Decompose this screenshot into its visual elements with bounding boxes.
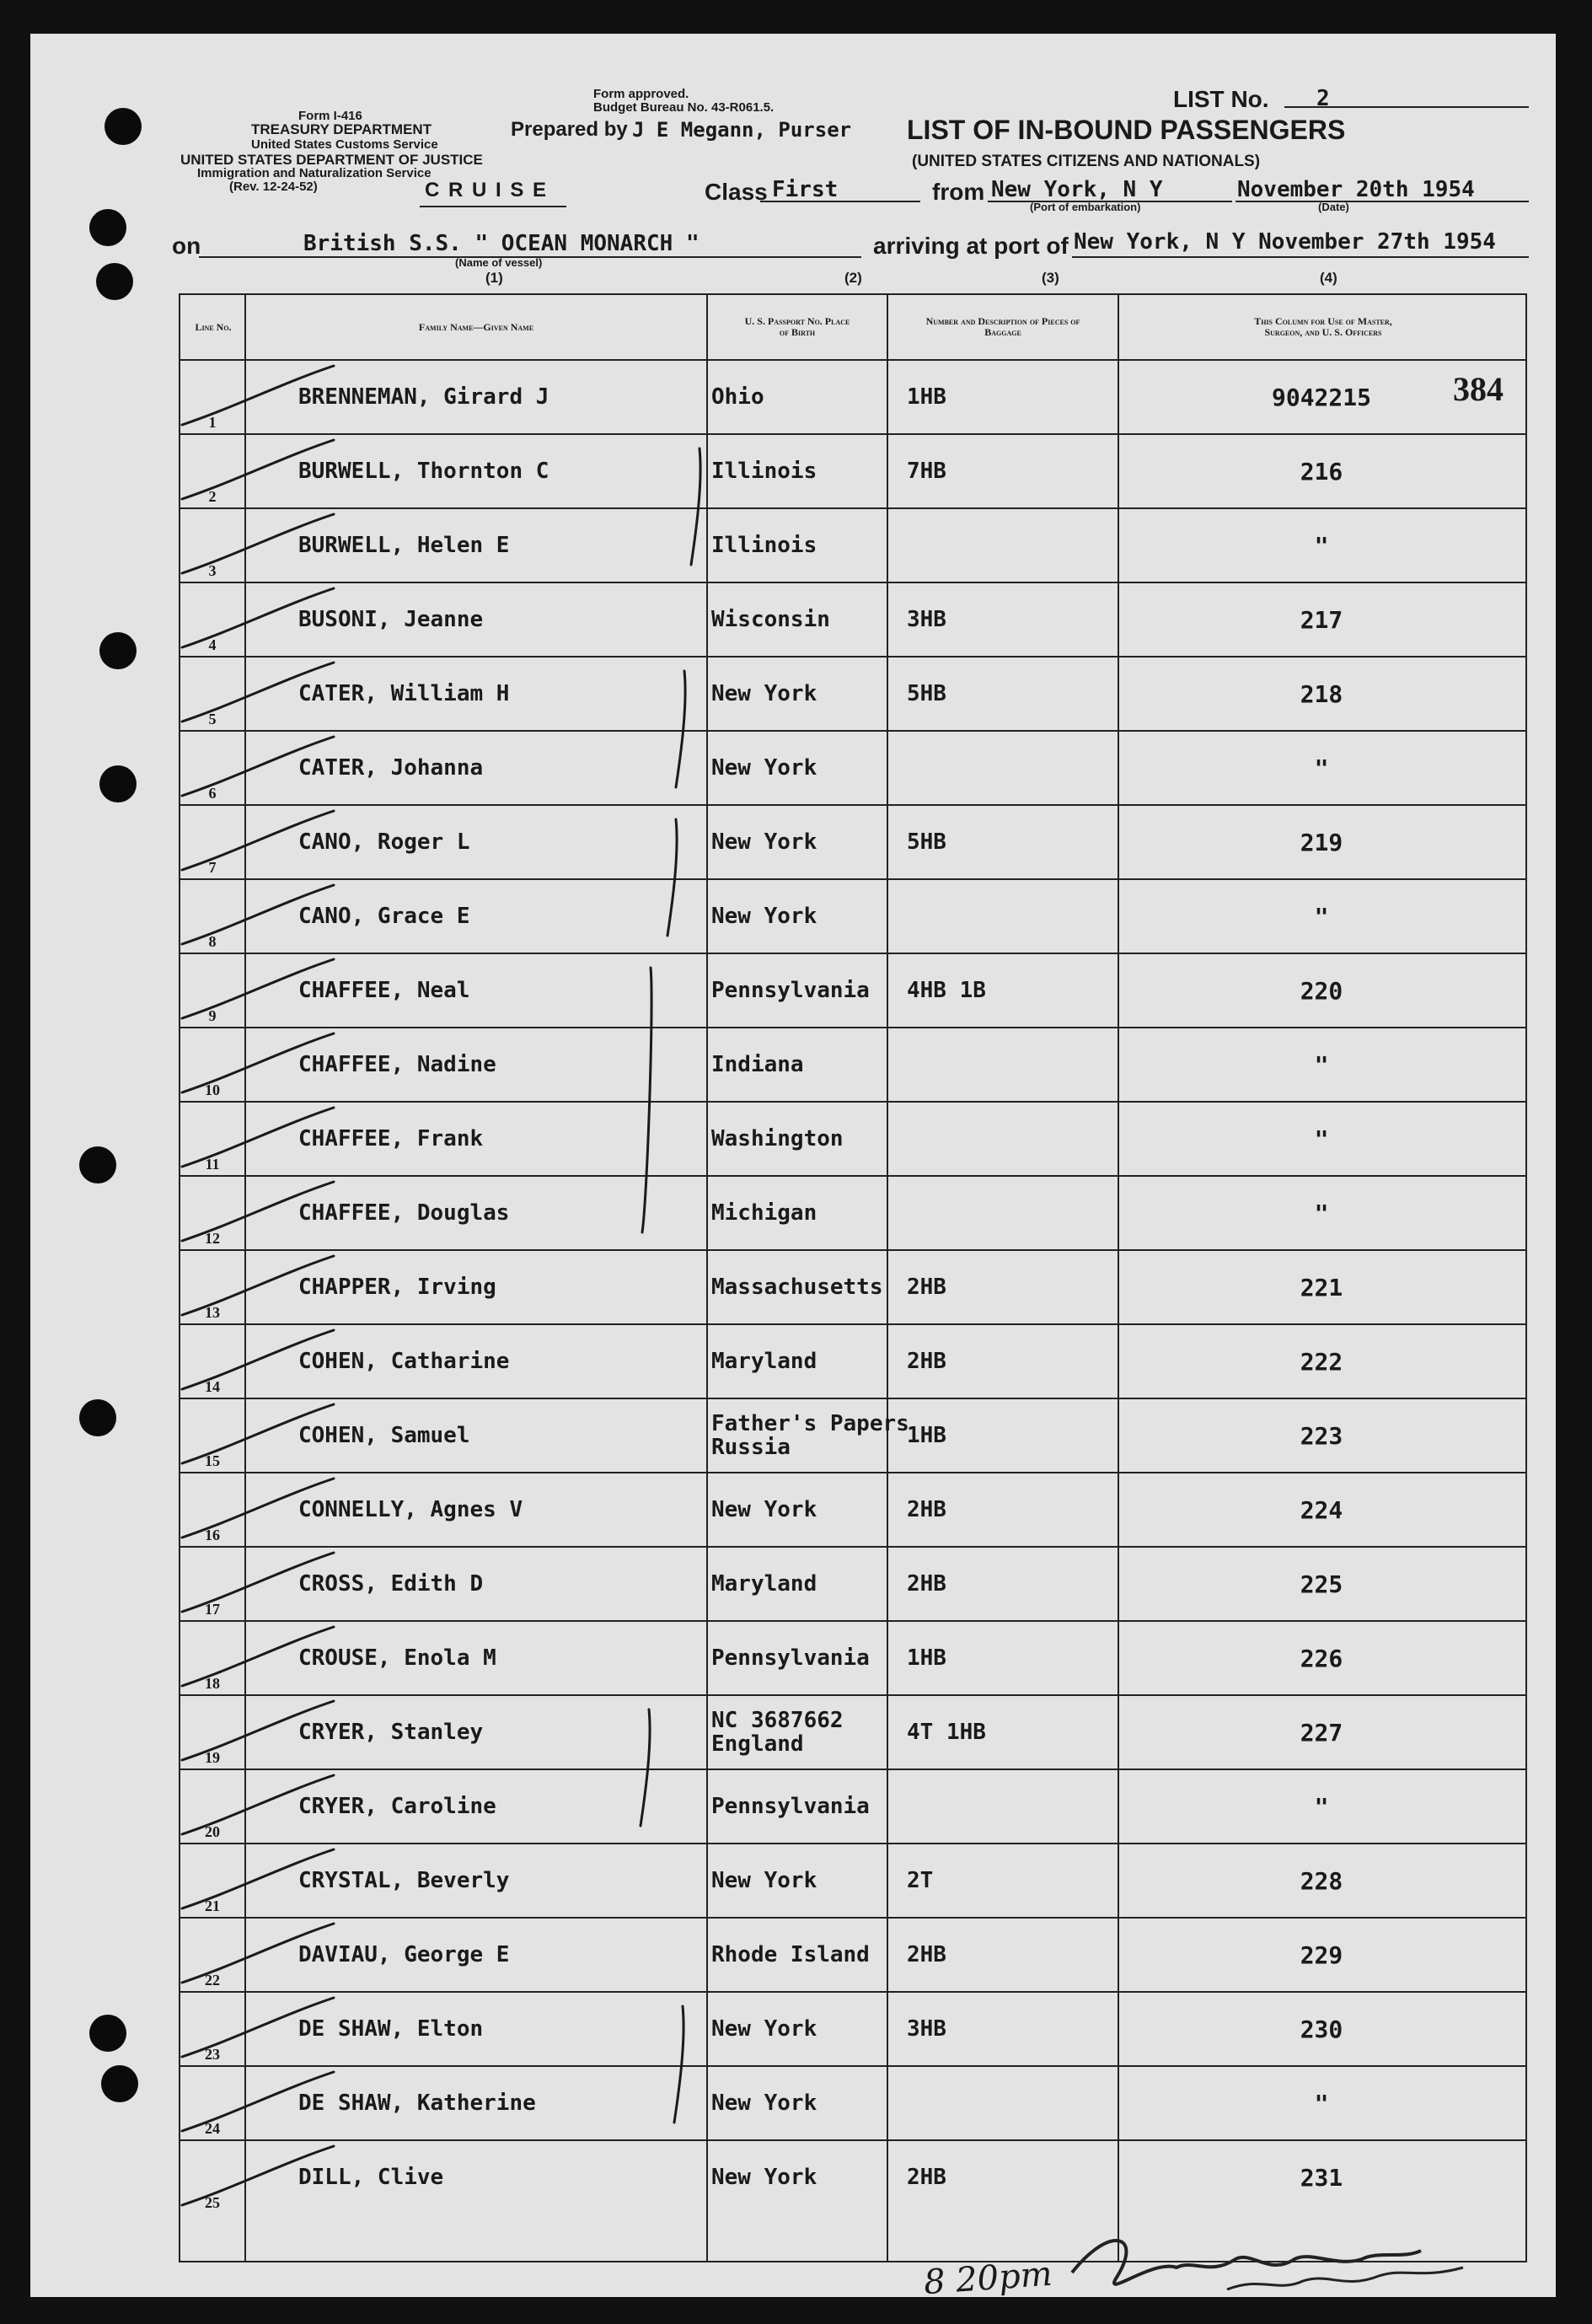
class-line	[760, 201, 920, 202]
officer-number: "	[1314, 1124, 1329, 1153]
line-number: 8	[208, 933, 217, 950]
line-number: 21	[205, 1897, 220, 1914]
baggage: 1HB	[907, 1645, 946, 1671]
line-number: 10	[205, 1081, 220, 1098]
list-title: LIST OF IN-BOUND PASSENGERS	[907, 115, 1346, 145]
place-of-birth: Wisconsin	[711, 607, 830, 632]
line-number: 12	[205, 1230, 220, 1247]
baggage: 2HB	[907, 1571, 946, 1597]
officer-number: 227	[1300, 1718, 1343, 1747]
line-number: 20	[205, 1823, 220, 1840]
passenger-name: CROSS, Edith D	[298, 1571, 484, 1597]
officer-number: 217	[1300, 605, 1343, 634]
punch-hole	[101, 2065, 138, 2102]
baggage: 1HB	[907, 384, 946, 410]
table-row	[180, 878, 1525, 953]
from-label: from	[932, 179, 985, 205]
baggage: 2HB	[907, 1349, 946, 1374]
column-number-4: (4)	[1320, 270, 1337, 286]
passenger-name: DE SHAW, Elton	[298, 2016, 484, 2042]
departure-date: November 20th 1954	[1237, 177, 1475, 202]
place-of-birth: Washington	[711, 1126, 844, 1151]
prepared-by-label: Prepared by	[511, 118, 628, 141]
officer-number: "	[1314, 1050, 1329, 1079]
table-row	[180, 2065, 1525, 2139]
line-number: 17	[205, 1601, 220, 1618]
header-passport: U. S. Passport No. Place of Birth	[744, 315, 850, 338]
passenger-name: CATER, Johanna	[298, 755, 484, 781]
class-value: First	[772, 177, 839, 202]
punch-hole	[99, 632, 137, 669]
table-row	[180, 1768, 1525, 1843]
table-row	[180, 1694, 1525, 1768]
list-subtitle: (UNITED STATES CITIZENS AND NATIONALS)	[912, 153, 1261, 170]
place-of-birth: Maryland	[711, 1571, 817, 1597]
ins-service: Immigration and Naturalization Service	[197, 166, 432, 180]
passenger-name: CRYSTAL, Beverly	[298, 1868, 510, 1893]
line-number: 1	[208, 414, 217, 431]
manifest-page	[30, 34, 1556, 2303]
baggage: 2HB	[907, 1275, 946, 1300]
officer-number: 220	[1300, 976, 1343, 1005]
table-row	[180, 1398, 1525, 1472]
punch-hole	[96, 263, 133, 300]
list-no-label: LIST No.	[1173, 86, 1269, 112]
place-of-birth: New York	[711, 755, 817, 781]
line-number: 23	[205, 2046, 220, 2063]
officer-number: 225	[1300, 1570, 1343, 1598]
line-number: 22	[205, 1972, 220, 1989]
on-label: on	[172, 233, 201, 259]
treasury-department: TREASURY DEPARTMENT	[251, 121, 432, 137]
place-of-birth: New York	[711, 1497, 817, 1522]
page-number-stamp: 384	[1453, 370, 1504, 408]
passenger-name: CANO, Roger L	[298, 829, 470, 855]
form-revision: (Rev. 12-24-52)	[229, 180, 318, 194]
officer-number: 229	[1300, 1940, 1343, 1969]
header-line-no: Line No.	[195, 320, 232, 333]
customs-service: United States Customs Service	[251, 137, 438, 152]
place-of-birth: New York	[711, 681, 817, 706]
table-row	[180, 1991, 1525, 2065]
baggage: 5HB	[907, 829, 946, 855]
baggage	[907, 2067, 1109, 2139]
line-number: 25	[205, 2194, 220, 2211]
table-row	[180, 1620, 1525, 1694]
line-number: 7	[208, 859, 217, 876]
line-number: 6	[208, 785, 217, 802]
column-number-2: (2)	[844, 270, 862, 286]
arrival-value: New York, N Y November 27th 1954	[1074, 229, 1496, 255]
arriving-label: arriving at port of	[873, 233, 1069, 259]
place-of-birth: Pennsylvania	[711, 1794, 870, 1819]
place-of-birth: New York	[711, 829, 817, 855]
baggage	[907, 732, 1109, 804]
table-row	[180, 1917, 1525, 1991]
table-row	[180, 804, 1525, 878]
passenger-name: CATER, William H	[298, 681, 510, 706]
baggage: 2HB	[907, 1497, 946, 1522]
baggage: 1HB	[907, 1423, 946, 1448]
place-of-birth: Pennsylvania	[711, 1645, 870, 1671]
table-row	[180, 1546, 1525, 1620]
baggage: 4T 1HB	[907, 1720, 986, 1745]
officer-number: 231	[1300, 2163, 1343, 2192]
baggage: 2HB	[907, 2165, 946, 2190]
place-of-birth: Massachusetts	[711, 1275, 883, 1300]
passenger-name: BURWELL, Helen E	[298, 533, 510, 558]
line-number: 2	[208, 488, 217, 505]
passenger-table	[179, 293, 1527, 2262]
vessel-name: British S.S. " OCEAN MONARCH "	[303, 231, 700, 256]
baggage: 7HB	[907, 459, 946, 484]
table-row	[180, 1843, 1525, 1917]
place-of-birth: Illinois	[711, 533, 817, 558]
baggage: 3HB	[907, 2016, 946, 2042]
table-row	[180, 433, 1525, 507]
passenger-name: CROUSE, Enola M	[298, 1645, 496, 1671]
place-of-birth: Illinois	[711, 459, 817, 484]
place-of-birth: Rhode Island	[711, 1942, 870, 1967]
passenger-name: BUSONI, Jeanne	[298, 607, 484, 632]
baggage	[907, 1103, 1109, 1175]
officer-number: 218	[1300, 679, 1343, 708]
passenger-name: BRENNEMAN, Girard J	[298, 384, 549, 410]
date-line	[1236, 201, 1529, 202]
place-of-birth: New York	[711, 2091, 817, 2116]
place-of-birth: NC 3687662 England	[711, 1708, 844, 1757]
baggage	[907, 1028, 1109, 1101]
line-number: 9	[208, 1007, 217, 1024]
passenger-name: CHAPPER, Irving	[298, 1275, 496, 1300]
baggage: 5HB	[907, 681, 946, 706]
baggage	[907, 1177, 1109, 1249]
baggage: 3HB	[907, 607, 946, 632]
table-row	[180, 953, 1525, 1027]
table-row	[180, 2139, 1525, 2214]
place-of-birth: Ohio	[711, 384, 764, 410]
officer-number: "	[1314, 1792, 1329, 1821]
baggage: 2T	[907, 1868, 934, 1893]
table-row	[180, 730, 1525, 804]
line-number: 11	[205, 1156, 220, 1173]
line-number: 19	[205, 1749, 220, 1766]
punch-hole	[89, 209, 126, 246]
officer-number: 222	[1300, 1347, 1343, 1376]
baggage: 2HB	[907, 1942, 946, 1967]
place-of-birth: New York	[711, 2016, 817, 2042]
department-of-justice: UNITED STATES DEPARTMENT OF JUSTICE	[180, 152, 483, 168]
passenger-name: BURWELL, Thornton C	[298, 459, 549, 484]
officer-number: 230	[1300, 2015, 1343, 2043]
place-of-birth: Maryland	[711, 1349, 817, 1374]
baggage	[907, 509, 1109, 582]
header-officers: This Column for Use of Master, Surgeon, and U. S. Officers	[1254, 315, 1392, 338]
place-of-birth: New York	[711, 1868, 817, 1893]
passenger-name: CHAFFEE, Frank	[298, 1126, 484, 1151]
table-row	[180, 1249, 1525, 1323]
punch-hole	[99, 765, 137, 802]
passenger-name: COHEN, Samuel	[298, 1423, 470, 1448]
line-number: 18	[205, 1675, 220, 1692]
officer-number: 9042215	[1271, 383, 1371, 411]
passenger-name: CANO, Grace E	[298, 904, 470, 929]
officer-number: 228	[1300, 1866, 1343, 1895]
officer-number: 221	[1300, 1273, 1343, 1302]
punch-hole	[105, 108, 142, 145]
passenger-name: CHAFFEE, Nadine	[298, 1052, 496, 1077]
officer-number: "	[1314, 754, 1329, 782]
line-number: 3	[208, 562, 217, 579]
passenger-name: CHAFFEE, Neal	[298, 978, 470, 1003]
table-row	[180, 1472, 1525, 1546]
prepared-by-value: J E Megann, Purser	[632, 118, 852, 142]
form-approved: Form approved.	[593, 87, 689, 101]
passenger-name: CRYER, Stanley	[298, 1720, 484, 1745]
passenger-name: DAVIAU, George E	[298, 1942, 510, 1967]
place-of-birth: Father's Papers Russia	[711, 1411, 909, 1460]
officer-number: "	[1314, 531, 1329, 560]
cruise-underline	[420, 206, 566, 207]
passenger-name: CONNELLY, Agnes V	[298, 1497, 523, 1522]
bottom-time-note: 8 20pm	[922, 2254, 1054, 2303]
arrival-line	[1072, 256, 1529, 258]
table-row	[180, 656, 1525, 730]
line-number: 5	[208, 711, 217, 727]
passenger-name: COHEN, Catharine	[298, 1349, 510, 1374]
baggage	[907, 1770, 1109, 1843]
list-no-value: 2	[1316, 86, 1330, 111]
baggage	[907, 880, 1109, 953]
table-row	[180, 359, 1525, 433]
cruise-label: C R U I S E	[425, 179, 549, 201]
passenger-name: DE SHAW, Katherine	[298, 2091, 536, 2116]
place-of-birth: Indiana	[711, 1052, 804, 1077]
punch-hole	[79, 1399, 116, 1436]
line-number: 16	[205, 1527, 220, 1543]
officer-number: 216	[1300, 457, 1343, 486]
officer-number: "	[1314, 1199, 1329, 1227]
place-of-birth: Pennsylvania	[711, 978, 870, 1003]
form-number: Form I-416	[298, 109, 362, 123]
budget-bureau: Budget Bureau No. 43-R061.5.	[593, 100, 775, 115]
officer-number: 223	[1300, 1421, 1343, 1450]
officer-number: "	[1314, 902, 1329, 931]
class-label: Class	[705, 179, 768, 205]
table-row	[180, 582, 1525, 656]
punch-hole	[89, 2015, 126, 2052]
baggage: 4HB 1B	[907, 978, 986, 1003]
punch-hole	[79, 1146, 116, 1183]
list-no-line	[1284, 106, 1529, 108]
table-row	[180, 1027, 1525, 1101]
table-row	[180, 507, 1525, 582]
vessel-caption: (Name of vessel)	[455, 256, 543, 269]
officer-number: 219	[1300, 828, 1343, 856]
passenger-name: CHAFFEE, Douglas	[298, 1200, 510, 1226]
from-value: New York, N Y	[991, 177, 1163, 202]
place-of-birth: Michigan	[711, 1200, 817, 1226]
passenger-name: DILL, Clive	[298, 2165, 444, 2190]
table-row	[180, 1323, 1525, 1398]
from-caption: (Port of embarkation)	[1030, 201, 1141, 213]
column-number-1: (1)	[485, 270, 503, 286]
line-number: 14	[205, 1378, 220, 1395]
header-name: Family Name—Given Name	[418, 320, 534, 333]
header-baggage: Number and Description of Pieces of Baggage	[925, 315, 1080, 338]
line-number: 15	[205, 1452, 220, 1469]
passenger-name: CRYER, Caroline	[298, 1794, 496, 1819]
line-number: 4	[208, 636, 217, 653]
place-of-birth: New York	[711, 904, 817, 929]
officer-number: 226	[1300, 1644, 1343, 1672]
date-caption: (Date)	[1318, 201, 1349, 213]
table-row	[180, 1175, 1525, 1249]
officer-number: "	[1314, 2089, 1329, 2117]
line-number: 24	[205, 2120, 220, 2137]
line-number: 13	[205, 1304, 220, 1321]
table-row	[180, 1101, 1525, 1175]
column-number-3: (3)	[1042, 270, 1059, 286]
officer-number: 224	[1300, 1495, 1343, 1524]
place-of-birth: New York	[711, 2165, 817, 2190]
